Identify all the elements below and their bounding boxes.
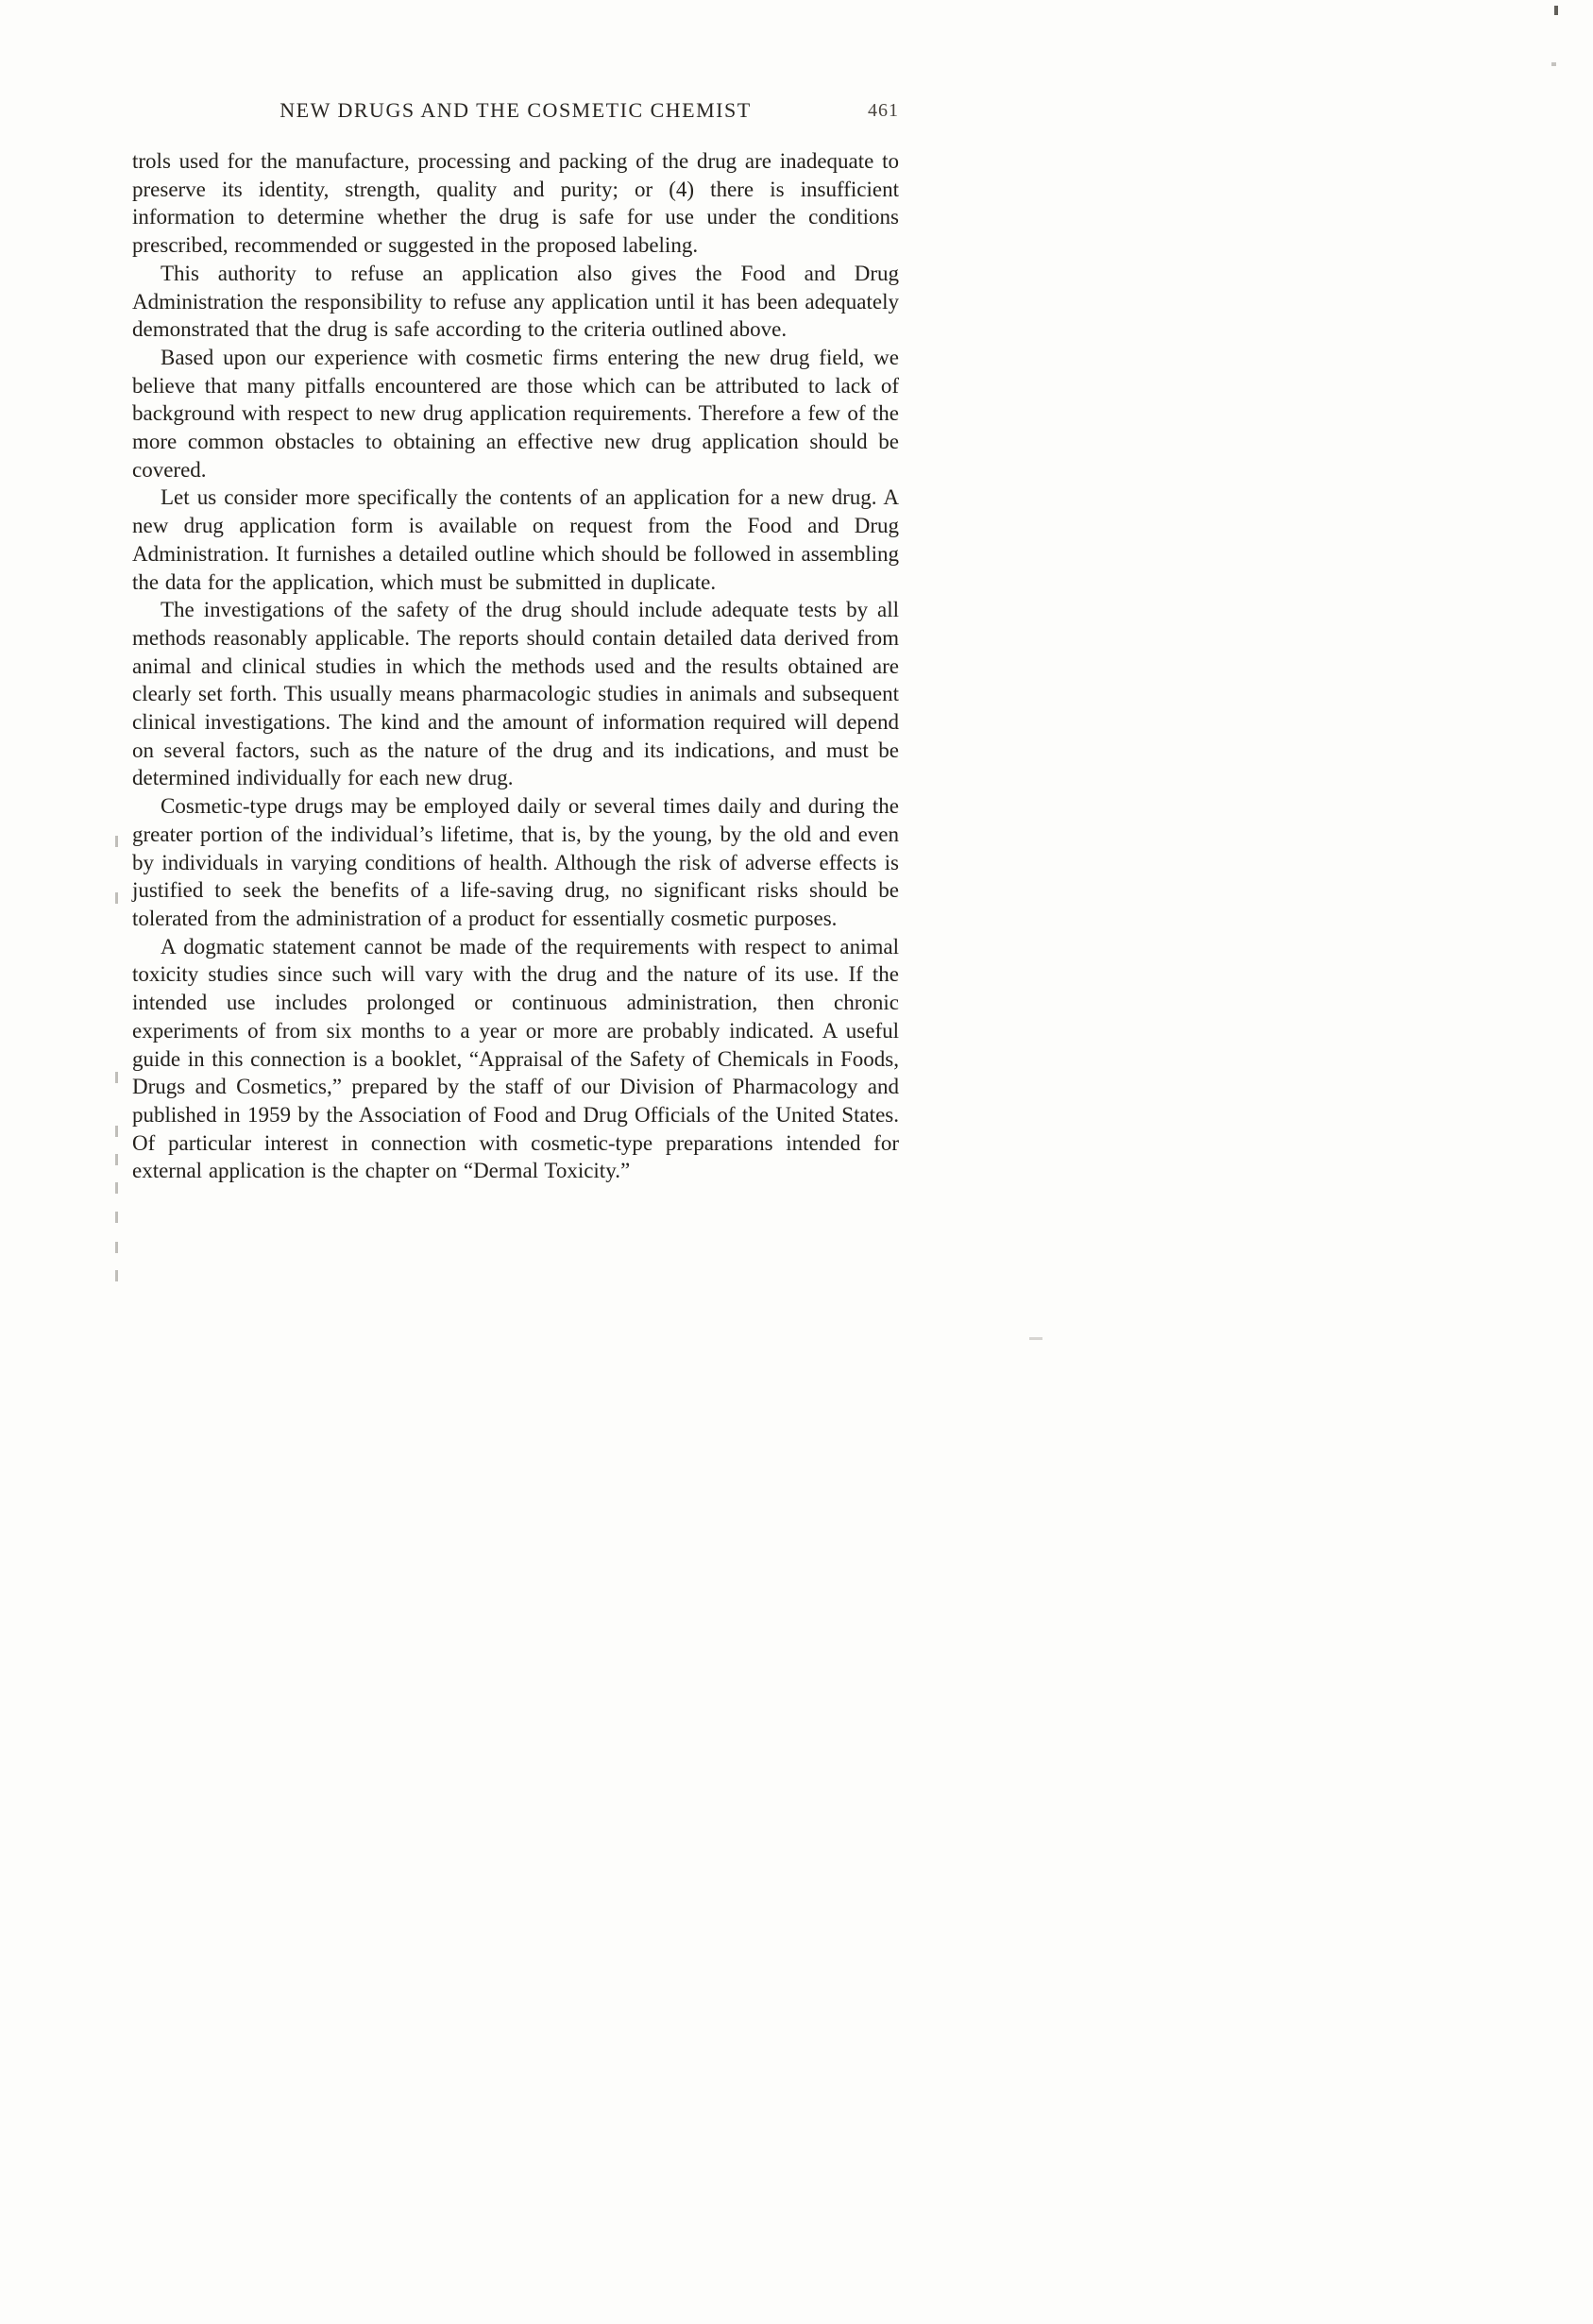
page-number: 461 bbox=[868, 100, 899, 121]
page-body bbox=[132, 147, 899, 1185]
scan-artifact bbox=[115, 1072, 118, 1083]
scan-artifact bbox=[115, 1212, 118, 1223]
scan-artifact bbox=[115, 836, 118, 847]
scan-artifact bbox=[115, 892, 118, 904]
scan-artifact bbox=[1029, 1337, 1042, 1340]
scan-artifact bbox=[1551, 62, 1556, 66]
scan-artifact bbox=[115, 1154, 118, 1165]
scan-artifact bbox=[115, 1270, 118, 1281]
scan-artifact bbox=[115, 1182, 118, 1194]
scan-artifact bbox=[1554, 6, 1558, 15]
paragraph: Let us consider more specifically the contents of an application for a new drug. A new drug application form is available on request from the Food and Drug Administration. It furnishes a detailed outline which should be followed in assembling the data for the application, which must be submitted in duplicate. bbox=[132, 485, 899, 594]
paragraph: Cosmetic-type drugs may be employed daily or several times daily and during the greater portion of the individual’s lifetime, that is, by the young, by the old and even by individuals in varying conditions of health. Although the risk of adverse effects is justified to seek the benefits of a life-saving drug, no significant risks should be tolerated from the administration of a product for essentially cosmetic purposes. bbox=[132, 794, 899, 930]
scan-artifact bbox=[115, 1126, 118, 1137]
paragraph: trols used for the manufacture, processing and packing of the drug are inadequate to preserve its identity, strength, quality and purity; or (4) there is insufficient information to determine whether the drug is safe for use under the conditions prescribed, recommended or suggested in the proposed labeling. bbox=[132, 149, 899, 258]
running-head: NEW DRUGS AND THE COSMETIC CHEMIST bbox=[280, 98, 752, 122]
scan-artifact bbox=[115, 1242, 118, 1253]
paragraph: This authority to refuse an application also gives the Food and Drug Administration the responsibility to refuse any application until it has been adequately demonstrated that the drug is safe according to the criteria outlined above. bbox=[132, 261, 899, 342]
page-header bbox=[132, 98, 899, 127]
paragraph: A dogmatic statement cannot be made of the requirements with respect to animal toxicity studies since such will vary with the drug and the nature of its use. If the intended use includes prolonged or continuous administration, then chronic experiments of from six months to a year or more are probably indicated. A useful guide in this connection is a booklet, “Appraisal of the Safety of Chemicals in Foods, Drugs and Cosmetics,” prepared by the staff of our Division of Pharmacology and published in 1959 by the Association of Food and Drug Officials of the United States. Of particular interest in connection with cosmetic-type preparations intended for external application is the chapter on “Dermal Toxicity.” bbox=[132, 934, 899, 1183]
paragraph: Based upon our experience with cosmetic firms entering the new drug field, we believe that many pitfalls encountered are those which can be attributed to lack of background with respect to new drug application requirements. Therefore a few of the more common obstacles to obtaining an effective new drug application should be covered. bbox=[132, 345, 899, 482]
paragraph: The investigations of the safety of the drug should include adequate tests by all methods reasonably applicable. The reports should contain detailed data derived from animal and clinical studies in which the methods used and the results obtained are clearly set forth. This usually means pharmacologic studies in animals and subsequent clinical investigations. The kind and the amount of information required will depend on several factors, such as the nature of the drug and its indications, and must be determined individually for each new drug. bbox=[132, 598, 899, 790]
